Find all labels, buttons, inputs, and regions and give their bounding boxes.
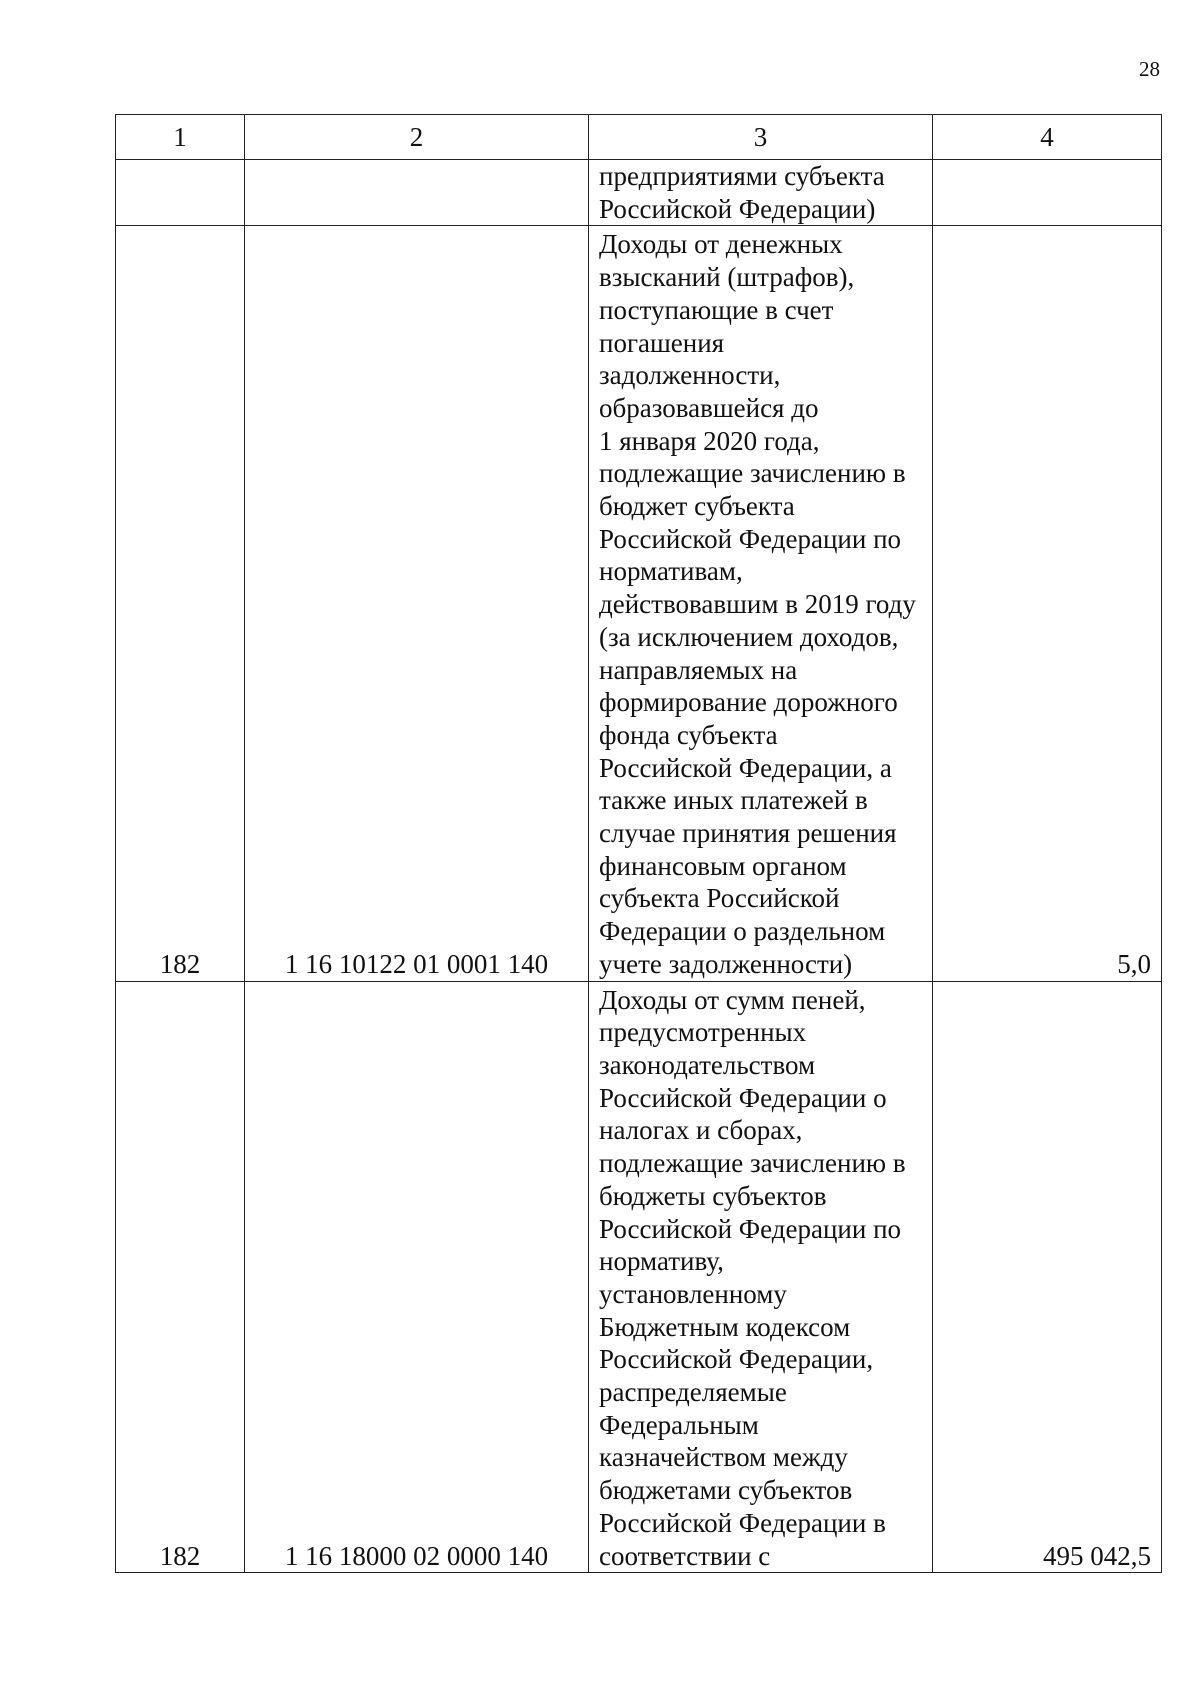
budget-code-cell <box>245 160 589 226</box>
table-row <box>116 981 1162 1573</box>
table-header-row <box>116 115 1162 160</box>
amount-cell <box>933 160 1162 226</box>
header-col-3: 3 <box>589 115 933 160</box>
header-col-1: 1 <box>116 115 245 160</box>
header-col-2: 2 <box>245 115 589 160</box>
table-row <box>116 226 1162 981</box>
description-cell: Доходы от сумм пеней, предусмотренных законодательством Российской Федерации о налогах и сборах, подлежащие зачислению в бюджеты субъектов Российской Федерации по нормативу, установленному Бюджетным кодексом Российской Федерации, распределяемые Федеральным казначейством между бюджетами субъектов Российской Федерации в соответствии с <box>589 981 933 1573</box>
admin-code-cell: 182 <box>116 981 245 1573</box>
description-cell: Доходы от денежных взысканий (штрафов), поступающие в счет погашения задолженности, образовавшейся до 1 января 2020 года, подлежащие зачислению в бюджет субъекта Российской Федерации по нормативам, действовавшим в 2019 году (за исключением доходов, направляемых на формирование дорожного фонда субъекта Российской Федерации, а также иных платежей в случае принятия решения финансовым органом субъекта Российской Федерации о раздельном учете задолженности) <box>589 226 933 981</box>
revenue-table <box>115 114 1162 1573</box>
admin-code-cell: 182 <box>116 226 245 981</box>
budget-code-cell: 1 16 18000 02 0000 140 <box>245 981 589 1573</box>
amount-cell: 495 042,5 <box>933 981 1162 1573</box>
amount-cell: 5,0 <box>933 226 1162 981</box>
description-cell: предприятиями субъекта Российской Федерации) <box>589 160 933 226</box>
page-number: 28 <box>1139 57 1160 81</box>
header-col-4: 4 <box>933 115 1162 160</box>
budget-code-cell: 1 16 10122 01 0001 140 <box>245 226 589 981</box>
table-row <box>116 160 1162 226</box>
admin-code-cell <box>116 160 245 226</box>
